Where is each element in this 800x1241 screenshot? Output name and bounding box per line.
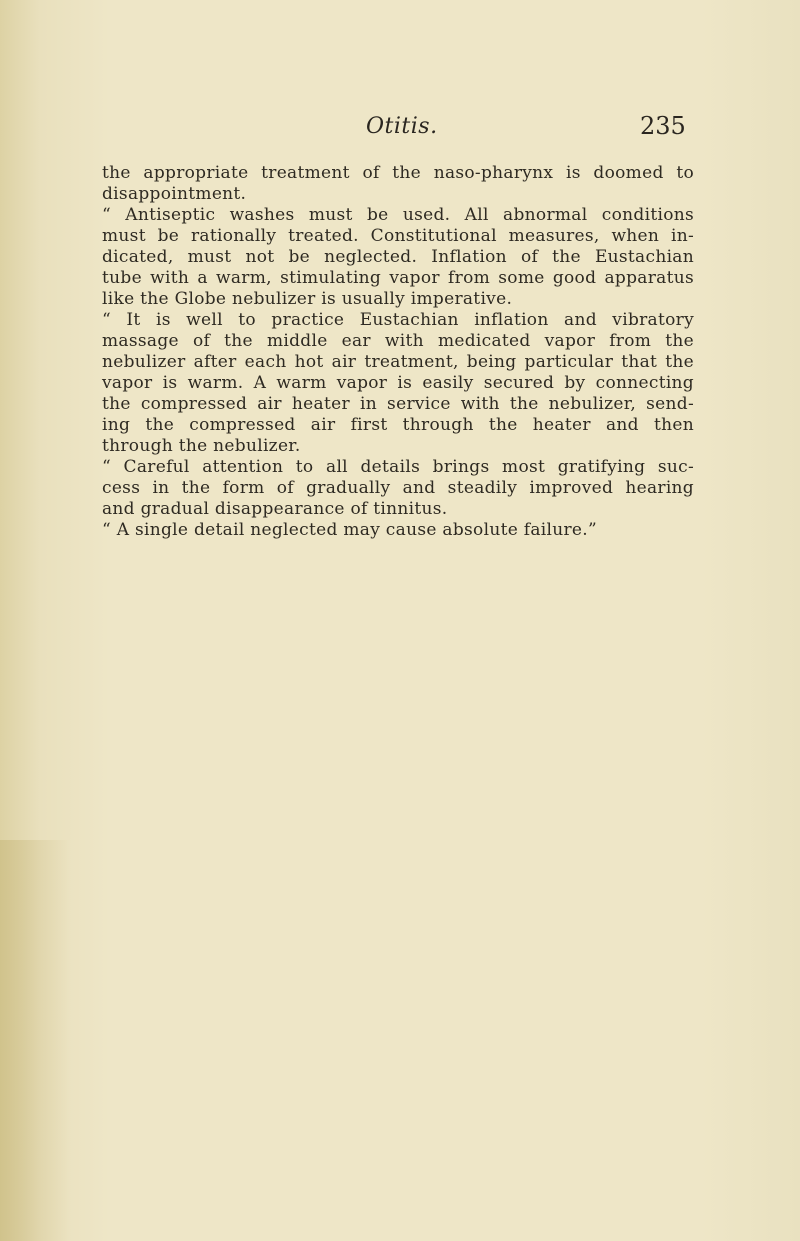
text-line: through the nebulizer.: [102, 436, 301, 456]
text-line: disappointment.: [102, 184, 247, 204]
text-line: “ A single detail neglected may cause absolute failure.”: [102, 520, 597, 540]
text-line: and gradual disappearance of tinnitus.: [102, 499, 448, 519]
text-line: tube with a warm, stimulating vapor from some good apparatus: [102, 268, 694, 288]
text-line: must be rationally treated. Constitutional measures, when in-: [102, 226, 694, 246]
text-line: nebulizer after each hot air treatment, being particular that the: [102, 352, 694, 372]
running-title: Otitis.: [366, 114, 438, 139]
text-line: cess in the form of gradually and steadily improved hearing: [102, 478, 694, 498]
body-text: [102, 163, 694, 541]
text-line: “ Careful attention to all details brings most gratifying suc-: [102, 457, 694, 477]
text-line: “ Antiseptic washes must be used. All abnormal conditions: [102, 205, 694, 225]
page-header: [0, 112, 800, 152]
text-line: like the Globe nebulizer is usually imperative.: [102, 289, 513, 309]
text-line: vapor is warm. A warm vapor is easily secured by connecting: [102, 373, 694, 393]
text-line: the appropriate treatment of the naso-pharynx is doomed to: [102, 163, 694, 183]
text-line: the compressed air heater in service with the nebulizer, send-: [102, 394, 694, 414]
text-line: “ It is well to practice Eustachian inflation and vibratory: [102, 310, 694, 330]
text-line: dicated, must not be neglected. Inflation of the Eustachian: [102, 247, 694, 267]
text-line: ing the compressed air first through the heater and then: [102, 415, 694, 435]
page-number: 235: [640, 112, 686, 140]
page-edge-stain: [0, 840, 70, 1241]
text-line: massage of the middle ear with medicated vapor from the: [102, 331, 694, 351]
